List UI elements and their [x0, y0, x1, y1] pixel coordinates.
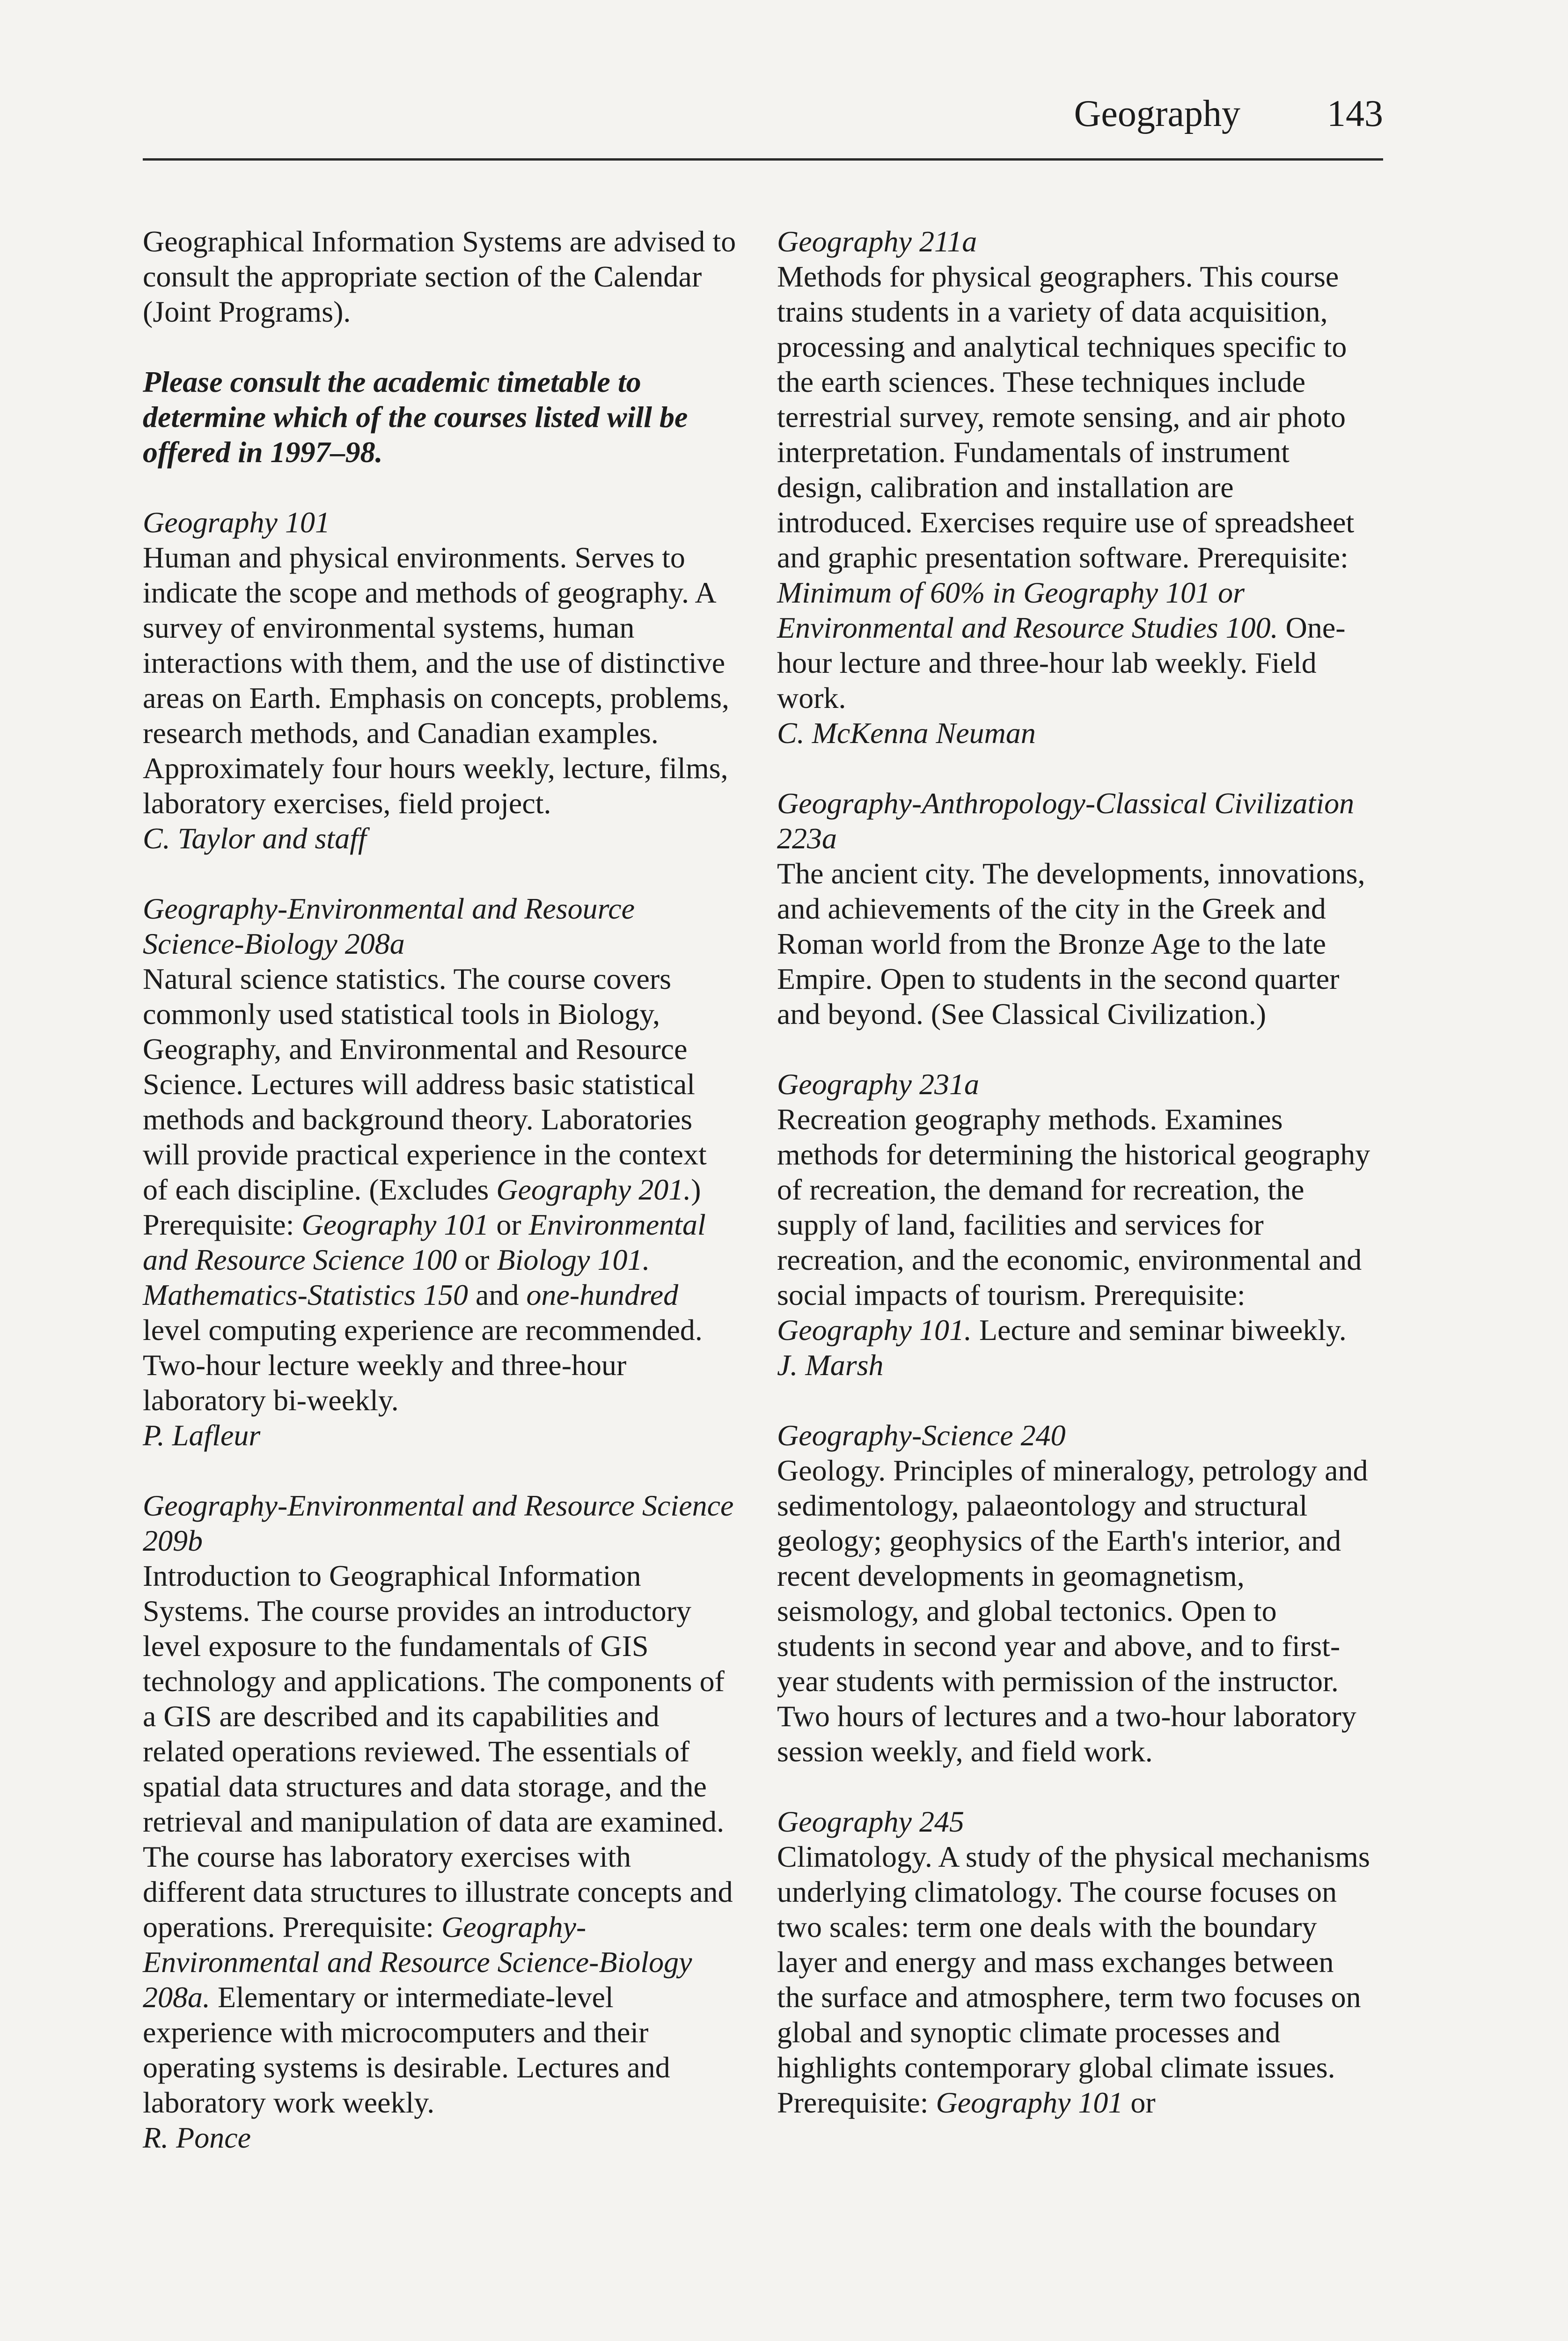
course-entry-geography-240 [777, 1418, 1371, 1769]
right-column [777, 224, 1371, 2155]
course-entry-geography-101 [143, 505, 737, 856]
course-instructor: C. McKenna Neuman [777, 716, 1036, 750]
course-entry-geography-245 [777, 1804, 1371, 2120]
course-description: Natural science statistics. The course covers commonly used statistical tools in Biology, Geography, and Environmental and Resource Science. Lectures will address basic statistical methods and background theory. Laboratories will provide practical experience in the context of each discipline. (Excludes Geography 201.) Prerequisite: Geography 101 or Environmental and Resource Science 100 or Biology 101. Mathematics-Statistics 150 and one-hundred level computing experience are recommended. Two-hour lecture weekly and three-hour laboratory bi-weekly. [143, 962, 707, 1417]
course-instructor: R. Ponce [143, 2121, 251, 2154]
course-description: Human and physical environments. Serves to indicate the scope and methods of geography. A survey of environmental systems, human interactions with them, and the use of distinctive areas on Earth. Emphasis on concepts, problems, research methods, and Canadian examples. Approximately four hours weekly, lecture, films, laboratory exercises, field project. [143, 541, 729, 820]
course-title: Geography 211a [777, 225, 977, 258]
course-instructor: J. Marsh [777, 1348, 884, 1382]
page-header [143, 88, 1383, 161]
course-description: Geology. Principles of mineralogy, petrology and sedimentology, palaeontology and structural geology; geophysics of the Earth's interior, and recent developments in geomagnetism, seismology, and global tectonics. Open to students in second year and above, and to first-year students with permission of the instructor. Two hours of lectures and a two-hour laboratory session weekly, and field work. [777, 1454, 1368, 1768]
timetable-notice: Please consult the academic timetable to determine which of the courses listed will be offered in 1997–98. [143, 365, 688, 469]
course-entry-geography-231a [777, 1067, 1371, 1383]
running-title: Geography [1074, 93, 1240, 134]
course-title: Geography-Environmental and Resource Science 209b [143, 1489, 734, 1557]
left-column [143, 224, 737, 2190]
course-entry-geography-211a [777, 224, 1371, 751]
course-title: Geography-Science 240 [777, 1419, 1066, 1452]
course-instructor: P. Lafleur [143, 1419, 261, 1452]
course-description: Methods for physical geographers. This course trains students in a variety of data acquisition, processing and analytical techniques specific to the earth sciences. These techniques include terrestrial survey, remote sensing, and air photo interpretation. Fundamentals of instrument design, calibration and installation are introduced. Exercises require use of spreadsheet and graphic presentation software. Prerequisite: Minimum of 60% in Geography 101 or Environmental and Resource Studies 100. One-hour lecture and three-hour lab weekly. Field work. [777, 260, 1355, 714]
course-title: Geography 231a [777, 1067, 979, 1101]
course-description: Climatology. A study of the physical mechanisms underlying climatology. The course focuses on two scales: term one deals with the boundary layer and energy and mass exchanges between the surface and atmosphere, term two focuses on global and synoptic climate processes and highlights contemporary global climate issues. Prerequisite: Geography 101 or [777, 1840, 1370, 2119]
course-entry-geography-223a [777, 786, 1371, 1031]
course-title: Geography 245 [777, 1805, 964, 1838]
course-description: Introduction to Geographical Information Systems. The course provides an introductory level exposure to the fundamentals of GIS technology and applications. The components of a GIS are described and its capabilities and related operations reviewed. The essentials of spatial data structures and data storage, and the retrieval and manipulation of data are examined. The course has laboratory exercises with different data structures to illustrate concepts and operations. Prerequisite: Geography-Environmental and Resource Science-Biology 208a. Elementary or intermediate-level experience with microcomputers and their operating systems is desirable. Lectures and laboratory work weekly. [143, 1559, 733, 2119]
course-description: Recreation geography methods. Examines methods for determining the historical geography of recreation, the demand for recreation, the supply of land, facilities and services for recreation, and the economic, environmental and social impacts of tourism. Prerequisite: Geography 101. Lecture and seminar biweekly. [777, 1103, 1370, 1347]
course-title: Geography-Environmental and Resource Science-Biology 208a [143, 892, 635, 960]
page-number: 143 [1327, 93, 1383, 134]
course-entry-geography-208a [143, 891, 737, 1453]
course-title: Geography-Anthropology-Classical Civilization 223a [777, 787, 1355, 855]
intro-paragraph: Geographical Information Systems are advised to consult the appropriate section of the Calendar (Joint Programs). [143, 225, 736, 328]
course-entry-geography-209b [143, 1488, 737, 2155]
course-description: The ancient city. The developments, innovations, and achievements of the city in the Greek and Roman world from the Bronze Age to the late Empire. Open to students in the second quarter and beyond. (See Classical Civilization.) [777, 857, 1365, 1031]
course-title: Geography 101 [143, 506, 330, 539]
course-instructor: C. Taylor and staff [143, 822, 366, 855]
